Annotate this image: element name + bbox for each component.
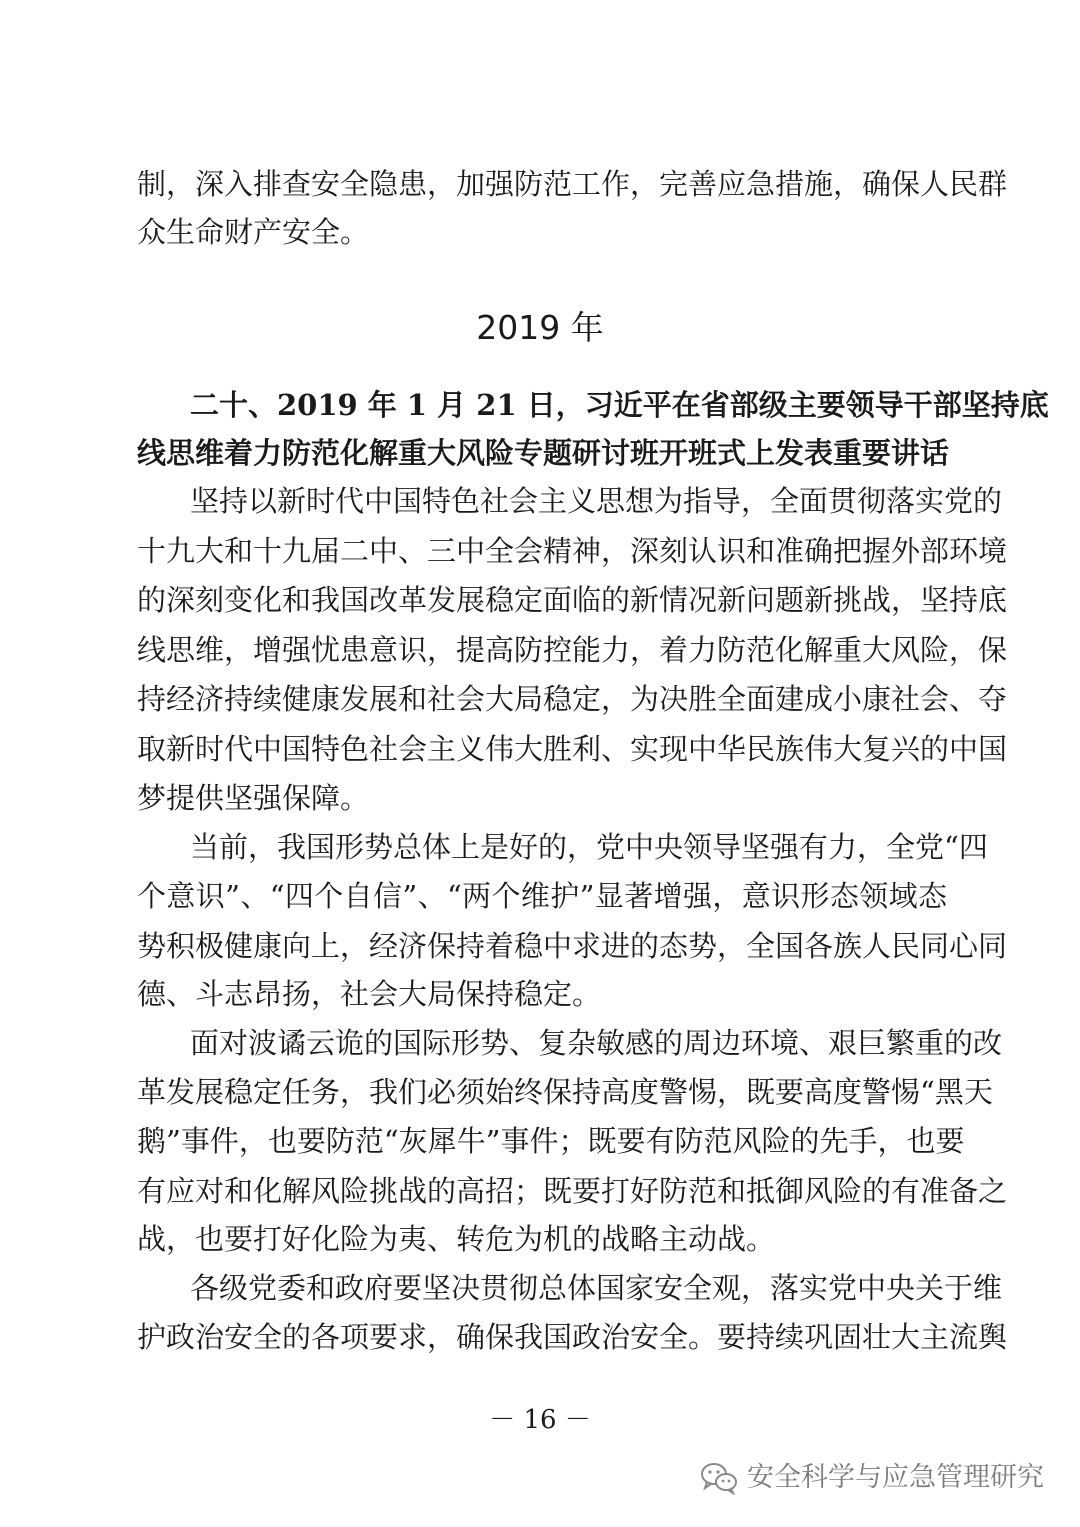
section-heading-line-2: 线思维着力防范化解重大风险专题研讨班开班式上发表重要讲话 [137,436,950,470]
section-heading-line-1: 二十、2019 年 1 月 21 日，习近平在省部级主要领导干部坚持底 [190,388,1049,422]
paragraph3-line-3: 鹅”事件，也要防范“灰犀牛”事件；既要有防范风险的先手，也要 [137,1124,965,1158]
paragraph3-line-1: 面对波谲云诡的国际形势、复杂敏感的周边环境、艰巨繁重的改 [190,1026,1003,1060]
paragraph3-line-4: 有应对和化解风险挑战的高招；既要打好防范和抵御风险的有准备之 [137,1174,1008,1208]
paragraph2-line-1: 当前，我国形势总体上是好的，党中央领导坚强有力，全党“四 [190,830,988,864]
paragraph4-line-1: 各级党委和政府要坚决贯彻总体国家安全观，落实党中央关于维 [190,1271,1003,1305]
watermark-text: 安全科学与应急管理研究 [747,1462,1044,1493]
paragraph4-line-2: 护政治安全的各项要求，确保我国政治安全。要持续巩固壮大主流舆 [137,1320,1008,1354]
paragraph2-line-2: 个意识”、“四个自信”、“两个维护”显著增强，意识形态领域态 [137,879,947,913]
paragraph3-line-2: 革发展稳定任务，我们必须始终保持高度警惕，既要高度警惕“黑天 [137,1075,993,1109]
paragraph1-line-4: 线思维，增强忧患意识，提高防控能力，着力防范化解重大风险，保 [137,633,1008,667]
paragraph1-line-7: 梦提供坚强保障。 [137,781,370,815]
paragraph1-line-6: 取新时代中国特色社会主义伟大胜利、实现中华民族伟大复兴的中国 [137,732,1008,766]
top-paragraph-line-2: 众生命财产安全。 [137,215,370,249]
year-heading: 2019 年 [476,308,604,347]
paragraph1-line-5: 持经济持续健康发展和社会大局稳定，为决胜全面建成小康社会、夺 [137,682,1008,716]
paragraph1-line-2: 十九大和十九届二中、三中全会精神，深刻认识和准确把握外部环境 [137,534,1008,568]
paragraph1-line-3: 的深刻变化和我国改革发展稳定面临的新情况新问题新挑战，坚持底 [137,583,1008,617]
page-number: － 16 － [489,1405,591,1435]
paragraph2-line-3: 势积极健康向上，经济保持着稳中求进的态势，全国各族人民同心同 [137,929,1008,963]
watermark [699,1460,1044,1496]
paragraph1-line-1: 坚持以新时代中国特色社会主义思想为指导，全面贯彻落实党的 [190,484,1003,518]
wechat-icon [699,1461,739,1495]
paragraph3-line-5: 战，也要打好化险为夷、转危为机的战略主动战。 [137,1222,776,1256]
paragraph2-line-4: 德、斗志昂扬，社会大局保持稳定。 [137,977,602,1011]
top-paragraph-line-1: 制，深入排查安全隐患，加强防范工作，完善应急措施，确保人民群 [137,167,1008,201]
